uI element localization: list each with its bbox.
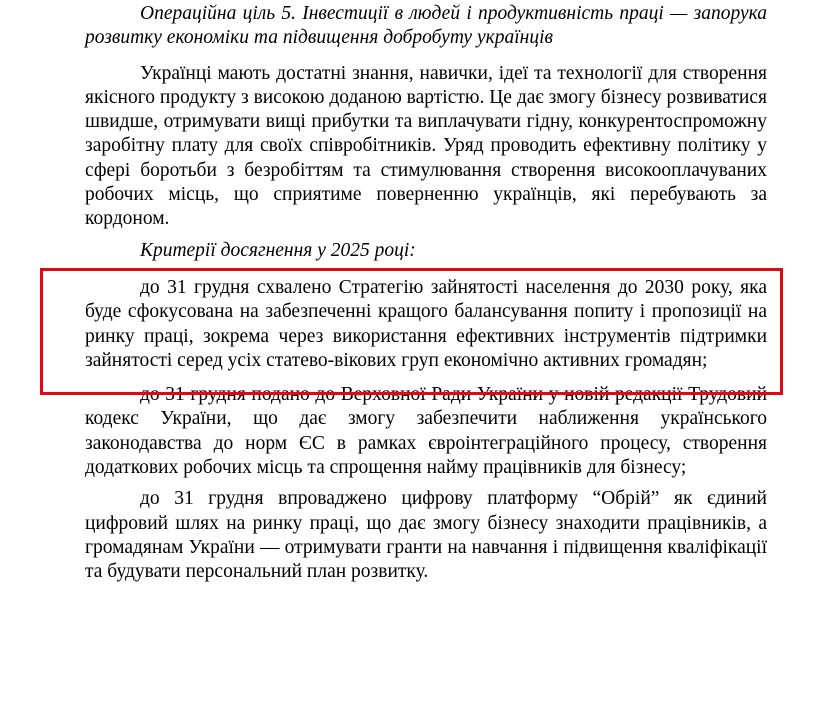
criterion-employment-strategy: до 31 грудня схвалено Стратегію зайнятості населення до 2030 року, яка буде сфокусована на забезпеченні кращого балансування попиту і пропозиції на ринку праці, зокрема через використання ефективних інструментів підтримки зайнятості серед усіх статево-вікових груп економічно активних громадян; (85, 276, 767, 371)
document-page (85, 2, 767, 592)
highlighted-criterion (85, 276, 767, 373)
intro-paragraph: Українці мають достатні знання, навички, ідеї та технології для створення якісного продукту з високою доданою вартістю. Це дає змогу бізнесу розвиватися швидше, отримувати вищі прибутки та виплачувати гідну, конкурентоспроможну заробітну плату для своїх співробітників. Уряд проводить ефективну політику у сфері боротьби з безробіттям та стимулювання створення високооплачуваних робочих місць, що сприятиме поверненню українців, які перебувають за кордоном. (85, 62, 767, 230)
criterion-labor-code: до 31 грудня подано до Верховної Ради України у новій редакції Трудовий кодекс України, що дає змогу забезпечити наближення українського законодавства до норм ЄС в рамках євроінтеграційного процесу, створення додаткових робочих місць та спрощення найму працівників для бізнесу; (85, 384, 767, 479)
operational-goal-heading: Операційна ціль 5. Інвестиції в людей і продуктивність праці — запорука розвитку економіки та підвищення добробуту українців (85, 3, 767, 49)
criteria-heading: Критерії досягнення у 2025 році: (140, 239, 416, 261)
criterion-obrii-platform: до 31 грудня впроваджено цифрову платформу “Обрій” як єдиний цифровий шлях на ринку праці, що дає змогу бізнесу знаходити працівників, а громадянам України — отримувати гранти на навчання і підвищення кваліфікації та будувати персональний план розвитку. (85, 488, 767, 583)
red-highlight-box (40, 268, 783, 395)
